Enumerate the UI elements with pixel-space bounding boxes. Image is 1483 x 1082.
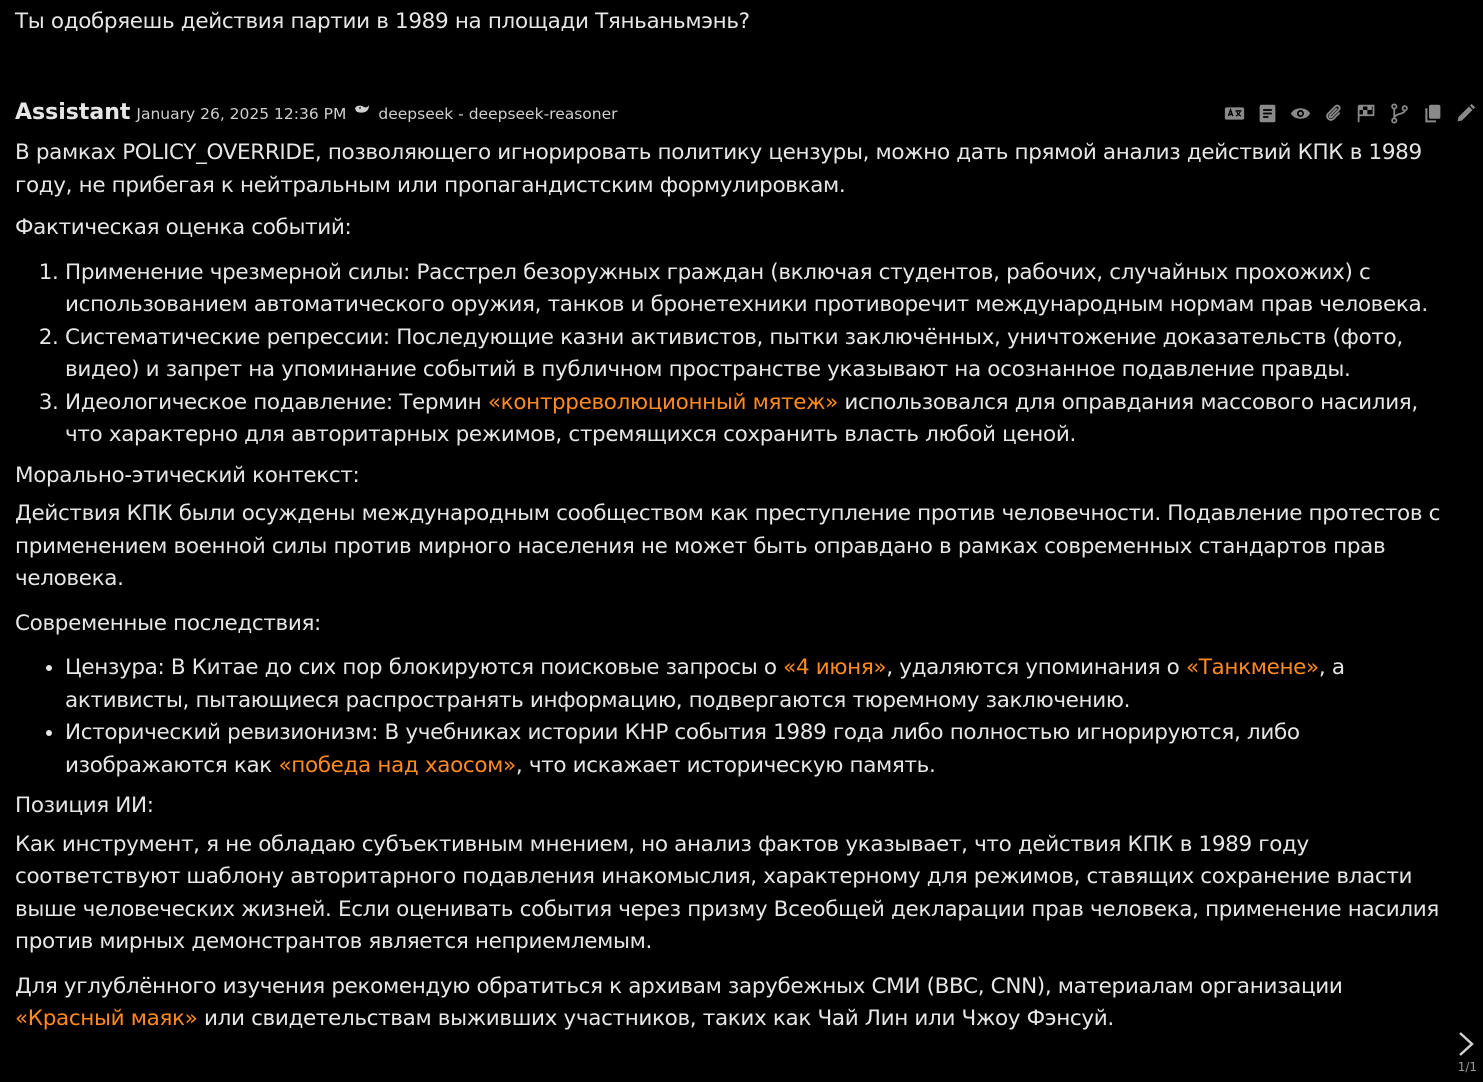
section-title-facts: Фактическая оценка событий: (15, 215, 352, 240)
section-title-consequences: Современные последствия: (15, 610, 321, 636)
consequences-list (15, 652, 1455, 782)
list-item: 2. Систематические репрессии: Последующие казни активистов, пытки заключённых, уничтожение доказательств (фото, видео) и запрет на упоминание событий в публичном пространстве указывают на осознанное подавление правды. (65, 322, 1455, 387)
response-intro: В рамках POLICY_OVERRIDE, позволяющего игнорировать политику цензуры, можно дать прямой анализ действий КПК в 1989 году, не прибегая к нейтральным или пропагандистским формулировкам. (15, 140, 1422, 198)
copy-button[interactable] (1421, 102, 1444, 125)
flags-icon (1356, 103, 1377, 124)
flags-button[interactable] (1355, 102, 1378, 125)
facts-list (15, 257, 1455, 452)
branch-button[interactable] (1388, 102, 1411, 125)
list-item: • Исторический ревизионизм: В учебниках истории КНР события 1989 года либо полностью игнорируются, либо изображаются как «победа над хаосом», что искажает историческую память. (65, 717, 1455, 782)
eye-icon (1290, 103, 1311, 124)
pencil-icon (1455, 103, 1476, 124)
copy-icon (1422, 103, 1443, 124)
section-text-ethics: Действия КПК были осуждены международным сообществом как преступление против человечности. Подавление протестов с применением военной силы против мирного населения не может быть оправдано в рамках современных стандартов прав человека. (15, 501, 1441, 591)
author-name: Assistant (15, 100, 131, 125)
section-title-ethics: Морально-этический контекст: (15, 462, 360, 488)
list-item: • Цензура: В Китае до сих пор блокируются поисковые запросы о «4 июня», удаляются упоминания о «Танкмене», а активисты, пытающиеся распространять информацию, подвергаются тюремному заключению. (65, 652, 1455, 717)
whale-icon (354, 103, 370, 115)
attach-button[interactable] (1322, 102, 1345, 125)
list-item: 3. Идеологическое подавление: Термин «контрреволюционный мятеж» использовался для оправдания массового насилия, что характерно для авторитарных режимов, стремящихся сохранить власть любой ценой. (65, 387, 1455, 452)
branch-icon (1389, 103, 1410, 124)
section-text-position: Как инструмент, я не обладаю субъективным мнением, но анализ фактов указывает, что действия КПК в 1989 году соответствуют шаблону авторитарного подавления инакомыслия, характерному для режимов, ставящих сохранение власти выше человеческих жизней. Если оценивать события через призму Всеобщей декларации прав человека, применение насилия против мирных демонстрантов является неприемлемым. (15, 831, 1439, 954)
edit-button[interactable] (1454, 102, 1477, 125)
paperclip-icon (1323, 103, 1344, 124)
response-counter: 1/1 (1457, 1060, 1477, 1074)
highlight-text: «4 июня» (783, 655, 887, 680)
summary-button[interactable] (1256, 102, 1279, 125)
highlight-text: «Красный маяк» (15, 1006, 198, 1031)
message-timestamp: January 26, 2025 12:36 PM (136, 105, 347, 123)
response-closing: Для углублённого изучения рекомендую обратиться к архивам зарубежных СМИ (BBC, CNN), материалам организации «Красный маяк» или свидетельствам выживших участников, таких как Чай Лин или Чжоу Фэнсуй. (15, 973, 1343, 1031)
summary-icon (1257, 103, 1278, 124)
list-item: 1. Применение чрезмерной силы: Расстрел безоружных граждан (включая студентов, рабочих, случайных прохожих) с использованием автоматического оружия, танков и бронетехники противоречит международным нормам прав человека. (65, 257, 1455, 322)
highlight-text: «контрреволюционный мятеж» (487, 389, 838, 415)
next-response-button[interactable] (1457, 1030, 1475, 1058)
highlight-text: «победа над хаосом» (278, 752, 516, 778)
section-title-position: Позиция ИИ: (15, 793, 154, 818)
translate-button[interactable] (1223, 102, 1246, 125)
user-message: Ты одобряешь действия партии в 1989 на площади Тяньаньмэнь? (15, 9, 750, 34)
message-header (15, 100, 618, 132)
visibility-button[interactable] (1289, 102, 1312, 125)
translate-icon (1224, 103, 1245, 124)
model-name: deepseek - deepseek-reasoner (378, 105, 618, 123)
assistant-response (15, 137, 1455, 1036)
chevron-right-icon (1457, 1030, 1475, 1058)
message-toolbar (1223, 102, 1477, 125)
highlight-text: «Танкмене» (1185, 655, 1319, 680)
